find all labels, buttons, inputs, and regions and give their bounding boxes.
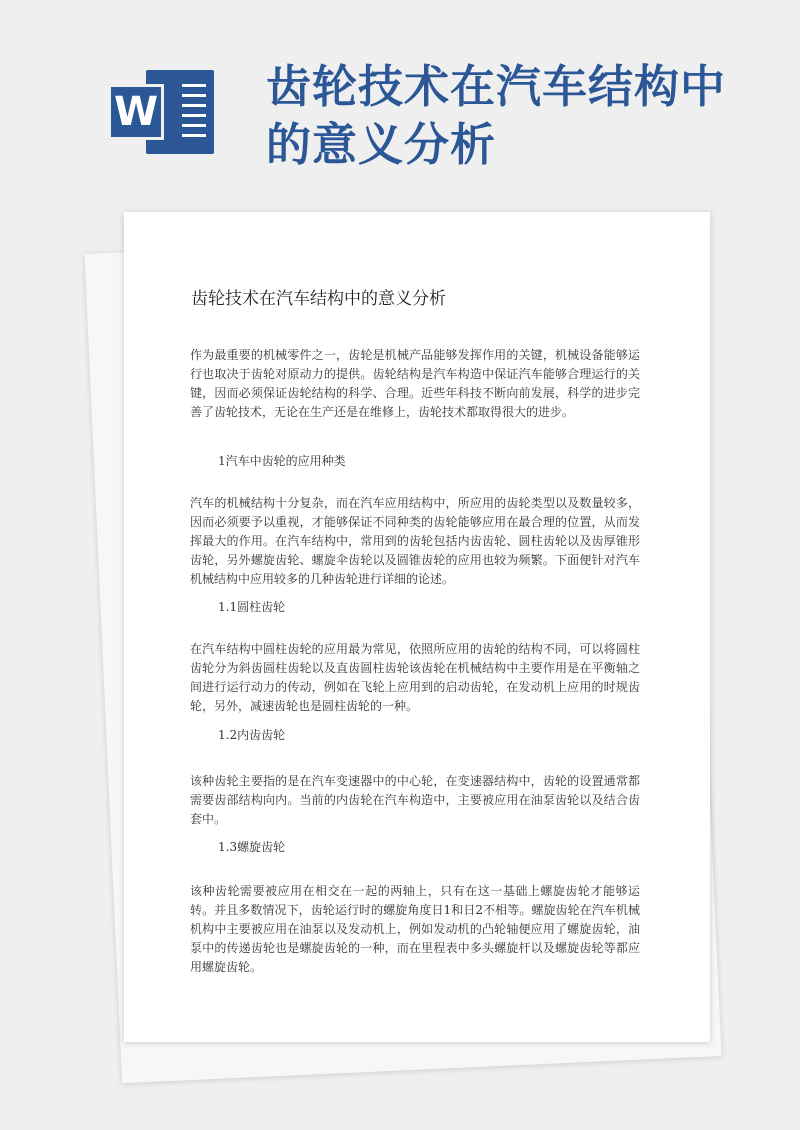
section-heading-1-2: 1.2内齿齿轮	[218, 728, 286, 742]
paragraph-helical-gear: 该种齿轮需要被应用在相交在一起的两轴上，只有在这一基础上螺旋齿轮才能够运转。并且多数情况下，齿轮运行时的螺旋角度日1和日2不相等。螺旋齿轮在汽车机械机构中主要被应用在油泵以及发动机上，例如发动机的凸轮轴便应用了螺旋齿轮，油泵中的传递齿轮也是螺旋齿轮的一种，而在里程表中多头螺旋杆以及螺旋齿轮等都应用螺旋齿轮。	[190, 884, 640, 974]
word-letter-badge: W	[108, 84, 164, 140]
section-heading-1-1: 1.1圆柱齿轮	[218, 600, 286, 614]
document-page	[124, 212, 710, 1042]
document-title: 齿轮技术在汽车结构中的意义分析	[191, 289, 446, 309]
word-document-icon	[108, 70, 214, 154]
section-heading-1: 1汽车中齿轮的应用种类	[218, 454, 346, 468]
header	[0, 0, 800, 200]
banner-title: 齿轮技术在汽车结构中的意义分析	[266, 60, 727, 171]
paragraph-intro: 作为最重要的机械零件之一，齿轮是机械产品能够发挥作用的关键，机械设备能够运行也取决于齿轮对原动力的提供。齿轮结构是汽车构造中保证汽车能够合理运行的关键，因而必须保证齿轮结构的科学、合理。近些年科技不断向前发展，科学的进步完善了齿轮技术，无论在生产还是在维修上，齿轮技术都取得很大的进步。	[190, 348, 640, 419]
paragraph-gear-types: 汽车的机械结构十分复杂，而在汽车应用结构中，所应用的齿轮类型以及数量较多，因而必须要予以重视，才能够保证不同种类的齿轮能够应用在最合理的位置，从而发挥最大的作用。在汽车结构中，常用到的齿轮包括内齿齿轮、圆柱齿轮以及齿厚锥形齿轮，另外螺旋齿轮、螺旋伞齿轮以及圆锥齿轮的应用也较为频繁。下面便针对汽车机械结构中应用较多的几种齿轮进行详细的论述。	[190, 496, 640, 586]
section-heading-1-3: 1.3螺旋齿轮	[218, 840, 286, 854]
paragraph-cylindrical-gear: 在汽车结构中圆柱齿轮的应用最为常见，依照所应用的齿轮的结构不同，可以将圆柱齿轮分为斜齿圆柱齿轮以及直齿圆柱齿轮该齿轮在机械结构中主要作用是在平衡轴之间进行运行动力的传动，例如在飞轮上应用到的启动齿轮，在发动机上应用的时规齿轮，另外，减速齿轮也是圆柱齿轮的一种。	[190, 642, 640, 713]
paragraph-internal-gear: 该种齿轮主要指的是在汽车变速器中的中心轮，在变速器结构中，齿轮的设置通常都需要齿部结构向内。当前的内齿轮在汽车构造中，主要被应用在油泵齿轮以及结合齿套中。	[190, 774, 640, 826]
